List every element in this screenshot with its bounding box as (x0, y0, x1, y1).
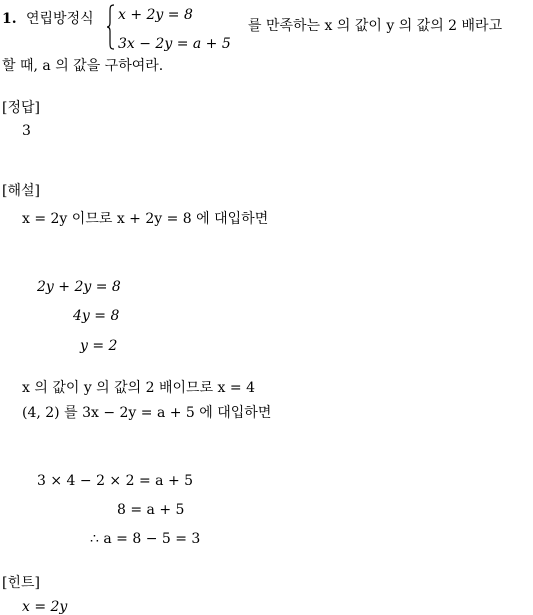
solution-line-1: x = 2y 이므로 x + 2y = 8 에 대입하면 (22, 211, 269, 227)
solution-heading: [해설] (2, 183, 40, 199)
problem-statement-line1: 를 만족하는 x 의 값이 y 의 값의 2 배라고 (248, 18, 503, 34)
hint-heading: [힌트] (2, 575, 40, 591)
solution-equation-e: 8 = a + 5 (117, 502, 185, 518)
system-equation-1: x + 2y = 8 (118, 7, 193, 23)
solution-equation-c: y = 2 (80, 338, 118, 354)
solution-line-3: (4, 2) 를 3x − 2y = a + 5 에 대입하면 (22, 405, 272, 421)
system-brace (107, 4, 115, 50)
solution-line-2: x 의 값이 y 의 값의 2 배이므로 x = 4 (22, 380, 255, 396)
answer-heading: [정답] (2, 100, 40, 116)
solution-equation-a: 2y + 2y = 8 (37, 279, 121, 295)
problem-intro: 연립방정식 (26, 11, 94, 27)
problem-number: 1. (2, 11, 17, 27)
solution-equation-b: 4y = 8 (73, 308, 120, 324)
system-equation-2: 3x − 2y = a + 5 (118, 36, 231, 52)
answer-value: 3 (22, 123, 31, 139)
solution-equation-f: ∴ a = 8 − 5 = 3 (90, 531, 201, 547)
hint-value: x = 2y (22, 599, 68, 615)
solution-equation-d: 3 × 4 − 2 × 2 = a + 5 (37, 473, 194, 489)
problem-statement-line2: 할 때, a 의 값을 구하여라. (2, 58, 164, 74)
